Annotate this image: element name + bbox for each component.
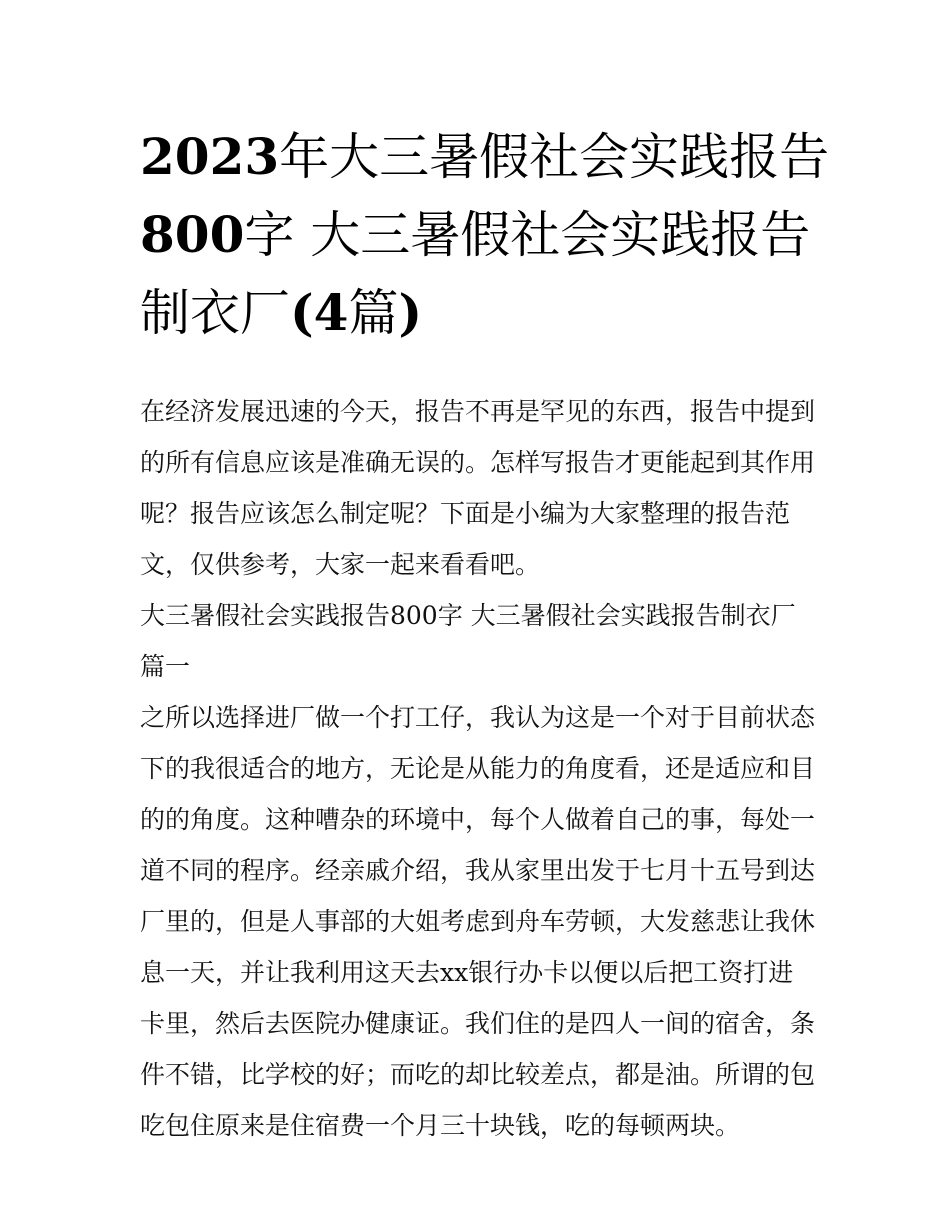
title-line-2-number: 800 xyxy=(140,205,245,264)
section-title xyxy=(140,590,820,692)
paragraph-line: 厂里的，但是人事部的大姐考虑到舟车劳顿，大发慈悲让我休 xyxy=(140,907,816,936)
title-line-3 xyxy=(140,274,820,352)
document-body xyxy=(140,386,820,1151)
title-line-2 xyxy=(140,196,820,274)
intro-line: 呢？报告应该怎么制定呢？下面是小编为大家整理的报告范 xyxy=(140,499,791,528)
paragraph-line: 吃包住原来是住宿费一个月三十块钱，吃的每顿两块。 xyxy=(140,1111,741,1140)
paragraph-line: 下的我很适合的地方，无论是从能力的角度看，还是适应和目 xyxy=(140,754,816,783)
intro-line: 在经济发展迅速的今天，报告不再是罕见的东西，报告中提到 xyxy=(140,397,816,426)
section-paragraph xyxy=(140,692,820,1151)
title-line-3-count-open: (4 xyxy=(290,283,349,342)
section-title-line: 篇一 xyxy=(140,652,191,681)
title-line-2-text: 字 大三暑假社会实践报告 xyxy=(244,206,811,264)
paragraph-line: 道不同的程序。经亲戚介绍，我从家里出发于七月十五号到达 xyxy=(140,856,816,885)
paragraph-line: 息一天，并让我利用这天去xx银行办卡以便以后把工资打进 xyxy=(140,958,794,987)
intro-paragraph xyxy=(140,386,820,590)
document-page xyxy=(140,118,830,1151)
title-line-3-unit: 篇 xyxy=(348,284,399,342)
paragraph-line: 件不错，比学校的好；而吃的却比较差点，都是油。所谓的包 xyxy=(140,1060,816,1089)
section-title-line: 大三暑假社会实践报告800字 大三暑假社会实践报告制衣厂 xyxy=(140,601,796,630)
title-line-3-count-close: ) xyxy=(398,283,423,342)
paragraph-line: 之所以选择进厂做一个打工仔，我认为这是一个对于目前状态 xyxy=(140,703,816,732)
title-line-3-text: 制衣厂 xyxy=(140,284,290,342)
paragraph-line: 卡里，然后去医院办健康证。我们住的是四人一间的宿舍，条 xyxy=(140,1009,816,1038)
intro-line: 文，仅供参考，大家一起来看看吧。 xyxy=(140,550,541,579)
document-title xyxy=(140,118,830,352)
title-line-1 xyxy=(140,118,830,196)
title-line-1-year: 2023 xyxy=(140,127,280,186)
paragraph-line: 的的角度。这种嘈杂的环境中，每个人做着自己的事，每处一 xyxy=(140,805,816,834)
title-line-1-text: 年大三暑假社会实践报告 xyxy=(279,128,830,186)
intro-line: 的所有信息应该是准确无误的。怎样写报告才更能起到其作用 xyxy=(140,448,816,477)
